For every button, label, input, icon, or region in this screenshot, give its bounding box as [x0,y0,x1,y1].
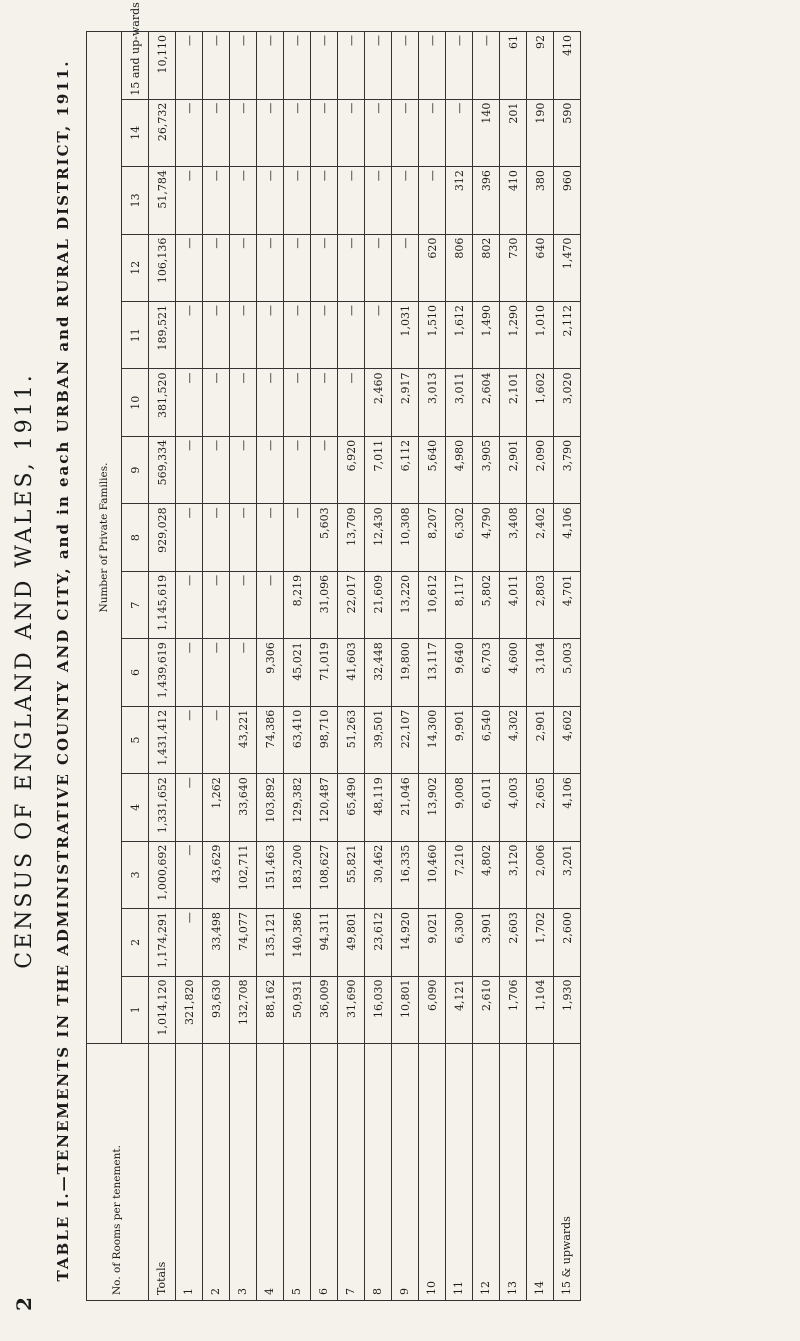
table-cell: 14,920 [392,909,419,976]
table-cell: 33,498 [203,909,230,976]
table-cell: 49,801 [338,909,365,976]
table-cell: 102,711 [230,841,257,908]
table-cell: 1,612 [446,302,473,369]
table-cell: — [311,167,338,234]
table-cell: 10,460 [419,841,446,908]
table-row [446,32,473,1301]
table-cell: 39,501 [365,706,392,773]
column-header-2: 2 [122,909,149,976]
table-cell: 23,612 [365,909,392,976]
table-cell: — [203,99,230,166]
table-cell: — [257,436,284,503]
table-cell: 22,017 [338,571,365,638]
table-cell: — [230,504,257,571]
table-row [419,32,446,1301]
table-row [554,32,581,1301]
table-cell: 3,013 [419,369,446,436]
group-header-number: Number of Private Families. [87,32,122,1044]
table-cell: 19,800 [392,639,419,706]
table-cell: — [176,32,203,100]
table-cell: — [257,167,284,234]
table-cell: 135,121 [257,909,284,976]
table-cell: 7,210 [446,841,473,908]
table-cell: — [392,167,419,234]
table-cell: 380 [527,167,554,234]
table-cell: — [257,32,284,100]
table-cell: 41,603 [338,639,365,706]
table-cell: 620 [419,234,446,301]
table-cell: — [203,639,230,706]
stub-header: No. of Rooms per tenement. [87,1044,149,1301]
table-cell: 410 [500,167,527,234]
table-cell: 1,439,619 [149,639,176,706]
table-row [392,32,419,1301]
table-cell: 13,902 [419,774,446,841]
table-cell: — [203,369,230,436]
table-cell: 43,629 [203,841,230,908]
table-cell: — [284,32,311,100]
table-cell: 1,331,652 [149,774,176,841]
column-header-6: 6 [122,639,149,706]
table-cell: 183,200 [284,841,311,908]
table-cell: — [230,639,257,706]
table-cell: 9,008 [446,774,473,841]
table-cell: 2,610 [473,976,500,1043]
table-cell: — [284,504,311,571]
page-header [0,0,54,1341]
table-cell: — [203,167,230,234]
table-cell: 4,802 [473,841,500,908]
row-stub: 7 [338,1044,365,1301]
table-cell: 9,021 [419,909,446,976]
table-cell: — [311,436,338,503]
table-cell: 3,905 [473,436,500,503]
table-cell: — [365,167,392,234]
table-cell: 189,521 [149,302,176,369]
table-cell: 1,262 [203,774,230,841]
table-cell: 1,706 [500,976,527,1043]
table-cell: 6,011 [473,774,500,841]
table-cell: 4,701 [554,571,581,638]
table-cell: 9,640 [446,639,473,706]
table-cell: — [257,302,284,369]
table-cell: — [419,99,446,166]
table-cell: 4,790 [473,504,500,571]
row-stub: 12 [473,1044,500,1301]
table-cell: 9,306 [257,639,284,706]
table-body [149,32,581,1301]
table-cell: 106,136 [149,234,176,301]
table-cell: 4,600 [500,639,527,706]
table-cell: 321,820 [176,976,203,1043]
table-cell: 92 [527,32,554,100]
table-cell: 1,290 [500,302,527,369]
table-cell: — [365,234,392,301]
table-cell: 7,011 [365,436,392,503]
table-cell: 3,790 [554,436,581,503]
table-cell: 410 [554,32,581,100]
table-cell: 3,104 [527,639,554,706]
column-header-8: 8 [122,504,149,571]
table-cell: 5,802 [473,571,500,638]
table-cell: 16,335 [392,841,419,908]
table-cell: 32,448 [365,639,392,706]
row-stub: 11 [446,1044,473,1301]
table-cell: 45,021 [284,639,311,706]
table-cell: 5,640 [419,436,446,503]
table-cell: 8,219 [284,571,311,638]
table-cell: — [257,571,284,638]
table-cell: — [311,302,338,369]
table-cell: 1,104 [527,976,554,1043]
table-cell: 5,603 [311,504,338,571]
table-cell: 4,121 [446,976,473,1043]
table-cell: 21,046 [392,774,419,841]
table-cell: 640 [527,234,554,301]
table-cell: 1,000,692 [149,841,176,908]
table-cell: — [176,504,203,571]
table-cell: — [257,504,284,571]
table-cell: — [419,32,446,100]
table-cell: 2,460 [365,369,392,436]
column-header-12: 12 [122,234,149,301]
table-cell: 51,784 [149,167,176,234]
table-cell: 2,101 [500,369,527,436]
table-cell: — [338,234,365,301]
column-header-13: 13 [122,167,149,234]
table-row [230,32,257,1301]
table-cell: 4,106 [554,774,581,841]
column-header-9: 9 [122,436,149,503]
table-cell: — [392,234,419,301]
row-stub: 10 [419,1044,446,1301]
table-cell: — [473,32,500,100]
table-cell: 1,014,120 [149,976,176,1043]
table-row [149,32,176,1301]
table-cell: — [176,369,203,436]
row-stub: 9 [392,1044,419,1301]
table-cell: — [230,32,257,100]
table-cell: 140 [473,99,500,166]
table-cell: 806 [446,234,473,301]
table-cell: 1,602 [527,369,554,436]
table-cell: 201 [500,99,527,166]
table-cell: 103,892 [257,774,284,841]
table-cell: — [311,99,338,166]
table-cell: 94,311 [311,909,338,976]
table-cell: 51,263 [338,706,365,773]
table-cell: 2,090 [527,436,554,503]
table-row [500,32,527,1301]
table-cell: — [365,32,392,100]
table-cell: 2,402 [527,504,554,571]
column-header-7: 7 [122,571,149,638]
table-cell: — [284,234,311,301]
table-cell: — [176,639,203,706]
table-cell: — [203,32,230,100]
table-cell: 12,430 [365,504,392,571]
table-cell: 1,174,291 [149,909,176,976]
table-cell: 3,201 [554,841,581,908]
table-cell: 13,220 [392,571,419,638]
column-header-1: 1 [122,976,149,1043]
table-cell: — [230,571,257,638]
table-cell: 10,110 [149,32,176,100]
running-title: CENSUS OF ENGLAND AND WALES, 1911. [12,372,37,969]
table-cell: — [176,234,203,301]
table-cell: — [338,32,365,100]
table-cell: 140,386 [284,909,311,976]
table-cell: 4,003 [500,774,527,841]
table-cell: 2,006 [527,841,554,908]
table-cell: 802 [473,234,500,301]
table-cell: 312 [446,167,473,234]
table-cell: 381,520 [149,369,176,436]
table-cell: 2,600 [554,909,581,976]
table-cell: 1,702 [527,909,554,976]
table-cell: 1,031 [392,302,419,369]
table-cell: — [230,436,257,503]
table-cell: — [284,369,311,436]
table-cell: 120,487 [311,774,338,841]
table-cell: — [203,436,230,503]
column-header-11: 11 [122,302,149,369]
table-cell: 71,019 [311,639,338,706]
table-cell: — [176,774,203,841]
table-cell: — [257,234,284,301]
table-cell: 3,901 [473,909,500,976]
table-cell: — [338,167,365,234]
table-cell: 1,470 [554,234,581,301]
table-cell: — [257,99,284,166]
table-cell: — [176,706,203,773]
column-header-4: 4 [122,774,149,841]
table-cell: 9,901 [446,706,473,773]
row-stub: 1 [176,1044,203,1301]
table-row [284,32,311,1301]
table-cell: 3,120 [500,841,527,908]
table-cell: — [203,234,230,301]
row-stub: 8 [365,1044,392,1301]
table-cell: 30,462 [365,841,392,908]
table-cell: 4,011 [500,571,527,638]
table-cell: — [284,99,311,166]
table-cell: 5,003 [554,639,581,706]
table-cell: 4,602 [554,706,581,773]
table-cell: 36,009 [311,976,338,1043]
table-cell: 3,408 [500,504,527,571]
table-cell: — [284,436,311,503]
table-cell: 8,207 [419,504,446,571]
table-row [338,32,365,1301]
table-cell: 1,145,619 [149,571,176,638]
table-cell: 2,803 [527,571,554,638]
table-cell: 13,117 [419,639,446,706]
table-cell: 31,096 [311,571,338,638]
table-cell: 50,931 [284,976,311,1043]
table-cell: 2,605 [527,774,554,841]
table-cell: 730 [500,234,527,301]
table-cell: — [311,32,338,100]
table-cell: — [446,99,473,166]
table-cell: 6,703 [473,639,500,706]
table-cell: 2,901 [527,706,554,773]
table-cell: 132,708 [230,976,257,1043]
table-row [473,32,500,1301]
table-row [365,32,392,1301]
table-cell: — [230,369,257,436]
table-cell: 14,300 [419,706,446,773]
table-cell: 4,106 [554,504,581,571]
table-cell: 10,308 [392,504,419,571]
table-cell: — [203,706,230,773]
tenements-table [86,2,581,1301]
table-row [527,32,554,1301]
table-cell: — [203,504,230,571]
column-header-14: 14 [122,99,149,166]
column-header-15: 15 and up-wards [122,32,149,100]
table-cell: 590 [554,99,581,166]
page-number: 2 [12,1297,36,1311]
table-cell: 3,011 [446,369,473,436]
table-cell: — [338,369,365,436]
table-cell: 6,920 [338,436,365,503]
table-cell: — [365,99,392,166]
row-stub: 3 [230,1044,257,1301]
table-cell: 4,980 [446,436,473,503]
row-stub: 13 [500,1044,527,1301]
row-stub: 14 [527,1044,554,1301]
table-cell: — [203,571,230,638]
row-stub: Totals [149,1044,176,1301]
table-cell: 960 [554,167,581,234]
table-cell: 93,630 [203,976,230,1043]
table-cell: — [176,436,203,503]
table-cell: 2,603 [500,909,527,976]
table-cell: 63,410 [284,706,311,773]
row-stub: 4 [257,1044,284,1301]
table-cell: 1,010 [527,302,554,369]
table-title: TABLE I.—TENEMENTS IN THE ADMINISTRATIVE COUNTY AND CITY, and in each URBAN and RURAL DISTRICT, 1911. [54,59,72,1282]
row-stub: 2 [203,1044,230,1301]
column-header-10: 10 [122,369,149,436]
table-cell: 8,117 [446,571,473,638]
table-cell: 2,112 [554,302,581,369]
table-cell: 190 [527,99,554,166]
table-cell: 151,463 [257,841,284,908]
table-cell: 55,821 [338,841,365,908]
table-cell: — [365,302,392,369]
table-cell: 3,020 [554,369,581,436]
table-cell: 74,077 [230,909,257,976]
table-cell: 13,709 [338,504,365,571]
table-cell: 10,801 [392,976,419,1043]
table-cell: — [176,571,203,638]
table-cell: — [230,99,257,166]
table-cell: 61 [500,32,527,100]
row-stub: 5 [284,1044,311,1301]
table-cell: — [230,234,257,301]
table-cell: 6,112 [392,436,419,503]
column-header-5: 5 [122,706,149,773]
table-cell: 6,300 [446,909,473,976]
table-cell: 26,732 [149,99,176,166]
table-cell: 2,604 [473,369,500,436]
table-cell: 33,640 [230,774,257,841]
table-cell: 1,490 [473,302,500,369]
table-cell: 129,382 [284,774,311,841]
table-cell: — [284,167,311,234]
table-cell: — [176,99,203,166]
table-cell: 31,690 [338,976,365,1043]
table-cell: 65,490 [338,774,365,841]
table-cell: 2,901 [500,436,527,503]
table-cell: — [419,167,446,234]
table-cell: — [230,302,257,369]
row-stub: 15 & upwards [554,1044,581,1301]
table-cell: 22,107 [392,706,419,773]
table-cell: 929,028 [149,504,176,571]
row-stub: 6 [311,1044,338,1301]
table-cell: — [203,302,230,369]
table-cell: — [284,302,311,369]
table-cell: 1,431,412 [149,706,176,773]
table-cell: — [392,32,419,100]
table-cell: 21,609 [365,571,392,638]
table-row [257,32,284,1301]
table-cell: 98,710 [311,706,338,773]
table-cell: — [392,99,419,166]
table-row [203,32,230,1301]
table-cell: 16,030 [365,976,392,1043]
table-cell: — [176,302,203,369]
table-cell: 43,221 [230,706,257,773]
table-cell: 6,540 [473,706,500,773]
table-cell: — [230,167,257,234]
table-cell: — [311,234,338,301]
table-cell: 6,302 [446,504,473,571]
table-cell: — [446,32,473,100]
table-cell: — [176,841,203,908]
table-cell: 48,119 [365,774,392,841]
table-row [176,32,203,1301]
table-cell: 569,334 [149,436,176,503]
table-cell: — [176,909,203,976]
table-cell: 2,917 [392,369,419,436]
column-header-3: 3 [122,841,149,908]
table-cell: — [311,369,338,436]
table-cell: — [338,99,365,166]
table-cell: 4,302 [500,706,527,773]
table-cell: 6,090 [419,976,446,1043]
table-cell: 74,386 [257,706,284,773]
table-row [311,32,338,1301]
table-cell: — [338,302,365,369]
table-cell: 1,930 [554,976,581,1043]
table-cell: 108,627 [311,841,338,908]
table-cell: 10,612 [419,571,446,638]
table-cell: — [176,167,203,234]
table-cell: — [257,369,284,436]
table-cell: 396 [473,167,500,234]
table-cell: 1,510 [419,302,446,369]
table-cell: 88,162 [257,976,284,1043]
